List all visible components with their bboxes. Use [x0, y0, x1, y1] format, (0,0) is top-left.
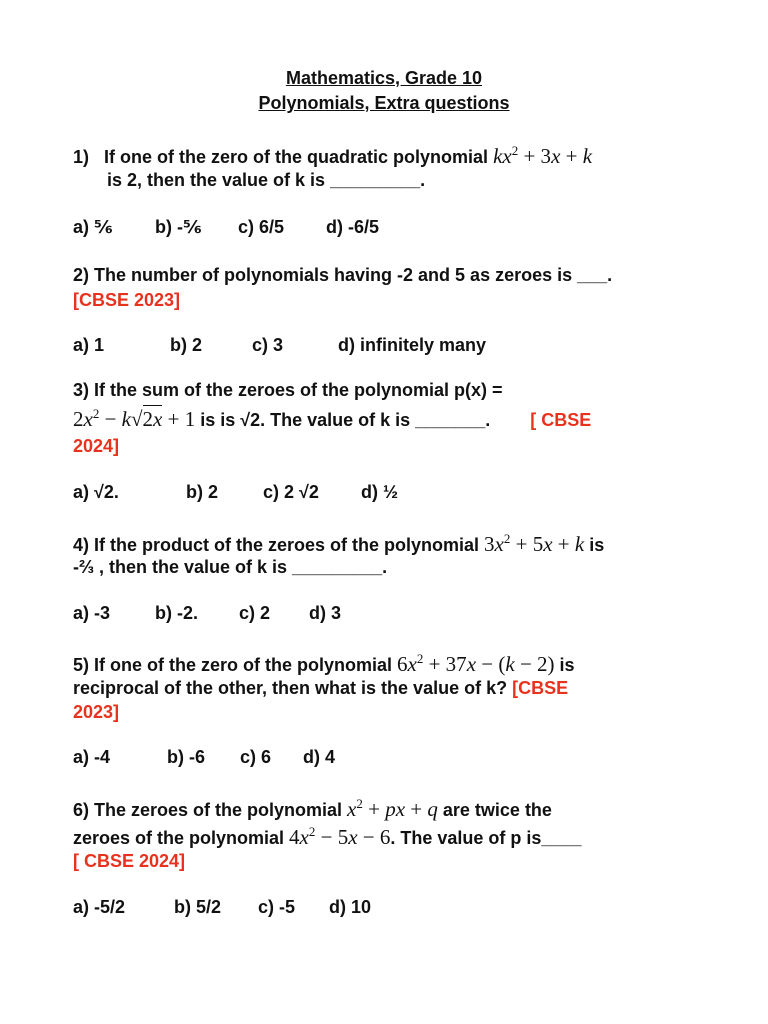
q6-source-tag: [ CBSE 2024] — [73, 851, 186, 871]
q3-source-tag-year: 2024] — [73, 436, 120, 456]
q4-math: $3x^2 + 5x + k$ — [484, 531, 585, 556]
q6-text: 6) The zeroes of the polynomial — [73, 800, 348, 820]
q6-text-cont: zeroes of the polynomial — [73, 828, 290, 848]
q2-option-a: a) 1 — [73, 335, 105, 355]
q3-option-c: c) 2 √2 — [263, 482, 319, 502]
q3-options — [73, 482, 398, 503]
title-topic: Polynomials, Extra questions — [258, 93, 510, 113]
q2-text: 2) The number of polynomials having -2 and 5 as zeroes is ___. — [73, 265, 613, 285]
q3-option-b: b) 2 — [186, 482, 219, 502]
q6-text-twice: are twice the — [437, 800, 552, 820]
q1-options — [73, 217, 379, 238]
q3-option-d: d) ½ — [361, 482, 399, 502]
q5-math: $6x^2 + 37x - (k - 2)$ — [397, 651, 555, 676]
q6-option-b: b) 5/2 — [174, 897, 222, 917]
q6-option-a: a) -5/2 — [73, 897, 126, 917]
q5-text: 5) If one of the zero of the polynomial — [73, 655, 398, 675]
q1-math: $kx^2 + 3x + k$ — [493, 143, 593, 168]
q2-options — [73, 335, 486, 356]
q1-number: 1) — [73, 147, 90, 167]
q6-line1 — [73, 797, 552, 822]
q6-options — [73, 897, 371, 918]
q5-source-tag: [CBSE — [512, 678, 569, 698]
q1-line2: is 2, then the value of k is _________. — [107, 170, 426, 190]
q1-option-a: a) ⅚ — [73, 217, 113, 237]
q1-option-c: c) 6/5 — [238, 217, 285, 237]
q5-option-a: a) -4 — [73, 747, 111, 767]
q6-option-d: d) 10 — [329, 897, 372, 917]
q5-text-is: is — [554, 655, 575, 675]
q6-option-c: c) -5 — [258, 897, 296, 917]
q1-option-d: d) -6/5 — [326, 217, 380, 237]
q6-math-a: $x^2$ + px + q — [347, 796, 438, 821]
q6-line2 — [73, 825, 581, 850]
q1-text: If one of the zero of the quadratic polynomial — [104, 147, 494, 167]
q1-line1 — [73, 144, 592, 169]
q4-text: 4) If the product of the zeroes of the polynomial — [73, 535, 485, 555]
q3-option-a: a) √2. — [73, 482, 119, 502]
q6-text-value: . The value of p is____ — [390, 828, 582, 848]
q2-option-c: c) 3 — [252, 335, 284, 355]
q3-text: is is √2. The value of k is _______. — [195, 410, 491, 430]
q2-option-b: b) 2 — [170, 335, 203, 355]
q4-text-is: is — [584, 535, 605, 555]
q5-option-b: b) -6 — [167, 747, 205, 767]
q4-option-d: d) 3 — [309, 603, 342, 623]
q3-math: $2x^2 - k√2x + 1$ — [73, 406, 196, 431]
q5-option-d: d) 4 — [303, 747, 336, 767]
q3-line1: 3) If the sum of the zeroes of the polynomial p(x) = — [73, 380, 503, 400]
q3-source-tag: [ CBSE — [530, 410, 592, 430]
q3-line2 — [73, 407, 591, 432]
q4-line2: -⅔ , then the value of k is _________. — [73, 557, 388, 577]
q5-source-tag-year: 2023] — [73, 702, 120, 722]
q2-source-tag: [CBSE 2023] — [73, 290, 181, 310]
q5-text-cont: reciprocal of the other, then what is the value of k? — [73, 678, 513, 698]
q5-line2 — [73, 678, 568, 699]
q4-option-a: a) -3 — [73, 603, 111, 623]
q4-line1 — [73, 532, 604, 557]
q5-option-c: c) 6 — [240, 747, 272, 767]
q4-options — [73, 603, 341, 624]
q6-math-b: $4x^2 - 5x - 6$ — [289, 824, 391, 849]
q4-option-c: c) 2 — [239, 603, 271, 623]
q5-options — [73, 747, 335, 768]
q4-option-b: b) -2. — [155, 603, 198, 623]
q1-option-b: b) -⅚ — [155, 217, 202, 237]
title-subject: Mathematics, Grade 10 — [285, 68, 483, 88]
q2-option-d: d) infinitely many — [338, 335, 487, 355]
q5-line1 — [73, 652, 575, 677]
